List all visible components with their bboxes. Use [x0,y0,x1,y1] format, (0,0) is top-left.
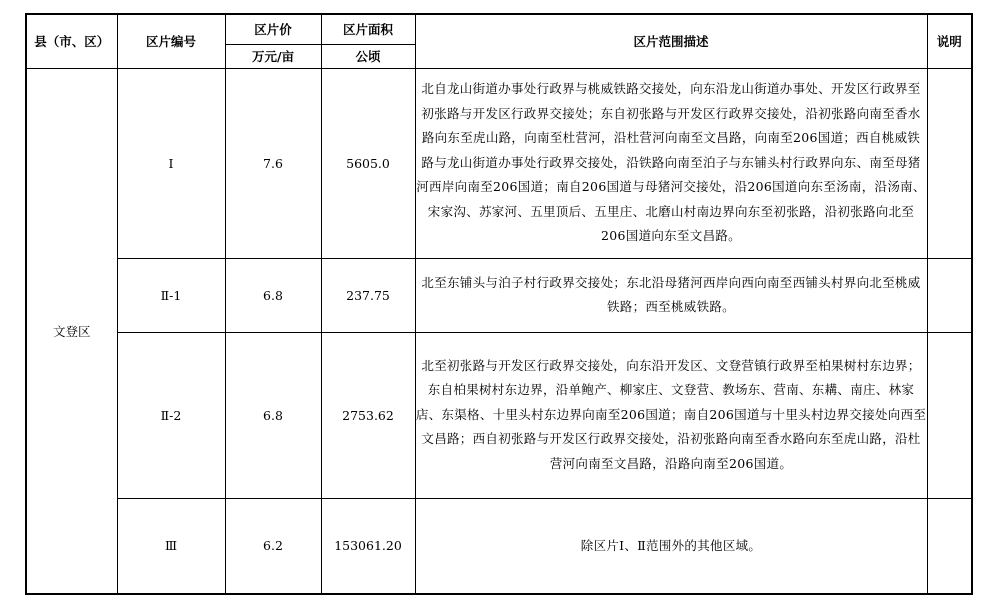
zone-id-cell: Ⅱ-2 [117,332,225,498]
table-row [26,498,972,594]
scope-cell: 北至初张路与开发区行政界交接处，向东沿开发区、文登营镇行政界至柏果树村东边界；东自柏果树村东边界，沿单鲍产、柳家庄、文登营、教场东、营南、东耩、南庄、林家店、东渠格、十里头村东边界向南至206国道；南自206国道与十里头村边界交接处向西至文昌路；西自初张路与开发区行政界交接处，沿初张路向南至香水路向东至虎山路，沿杜营河向南至文昌路，沿路向南至206国道。 [415,332,927,498]
price-cell: 7.6 [225,68,321,258]
area-cell: 237.75 [321,258,415,332]
scope-cell: 除区片Ⅰ、Ⅱ范围外的其他区域。 [415,498,927,594]
table-row [26,258,972,332]
county-cell: 文登区 [26,68,117,594]
header-price-unit: 万元/亩 [225,44,321,68]
price-cell: 6.8 [225,258,321,332]
zone-id-cell: Ⅰ [117,68,225,258]
scope-cell: 北至东铺头与泊子村行政界交接处；东北沿母猪河西岸向西向南至西铺头村界向北至桃威铁路；西至桃威铁路。 [415,258,927,332]
header-area: 区片面积 [321,14,415,44]
scope-cell: 北自龙山街道办事处行政界与桃威铁路交接处，向东沿龙山街道办事处、开发区行政界至初张路与开发区行政界交接处；东自初张路与开发区行政界交接处，沿初张路向南至香水路向东至虎山路，向南至杜营河，沿杜营河向南至文昌路，向南至206国道；西自桃威铁路与龙山街道办事处行政界交接处，沿铁路向南至泊子与东铺头村行政界向东、南至母猪河西岸向南至206国道；南自206国道与母猪河交接处，沿206国道向东至汤南，沿汤南、宋家沟、苏家河、五里顶后、五里庄、北磨山村南边界向东至初张路，沿初张路向北至206国道向东至文昌路。 [415,68,927,258]
header-county: 县（市、区） [26,14,117,68]
area-cell: 153061.20 [321,498,415,594]
header-price: 区片价 [225,14,321,44]
note-cell [927,498,972,594]
note-cell [927,258,972,332]
header-note: 说明 [927,14,972,68]
header-zone-id: 区片编号 [117,14,225,68]
header-scope: 区片范围描述 [415,14,927,68]
price-cell: 6.8 [225,332,321,498]
table-row [26,68,972,258]
zone-id-cell: Ⅱ-1 [117,258,225,332]
note-cell [927,332,972,498]
area-cell: 2753.62 [321,332,415,498]
area-cell: 5605.0 [321,68,415,258]
table-row [26,332,972,498]
land-price-zone-table [25,13,973,595]
header-area-unit: 公顷 [321,44,415,68]
zone-id-cell: Ⅲ [117,498,225,594]
price-cell: 6.2 [225,498,321,594]
note-cell [927,68,972,258]
